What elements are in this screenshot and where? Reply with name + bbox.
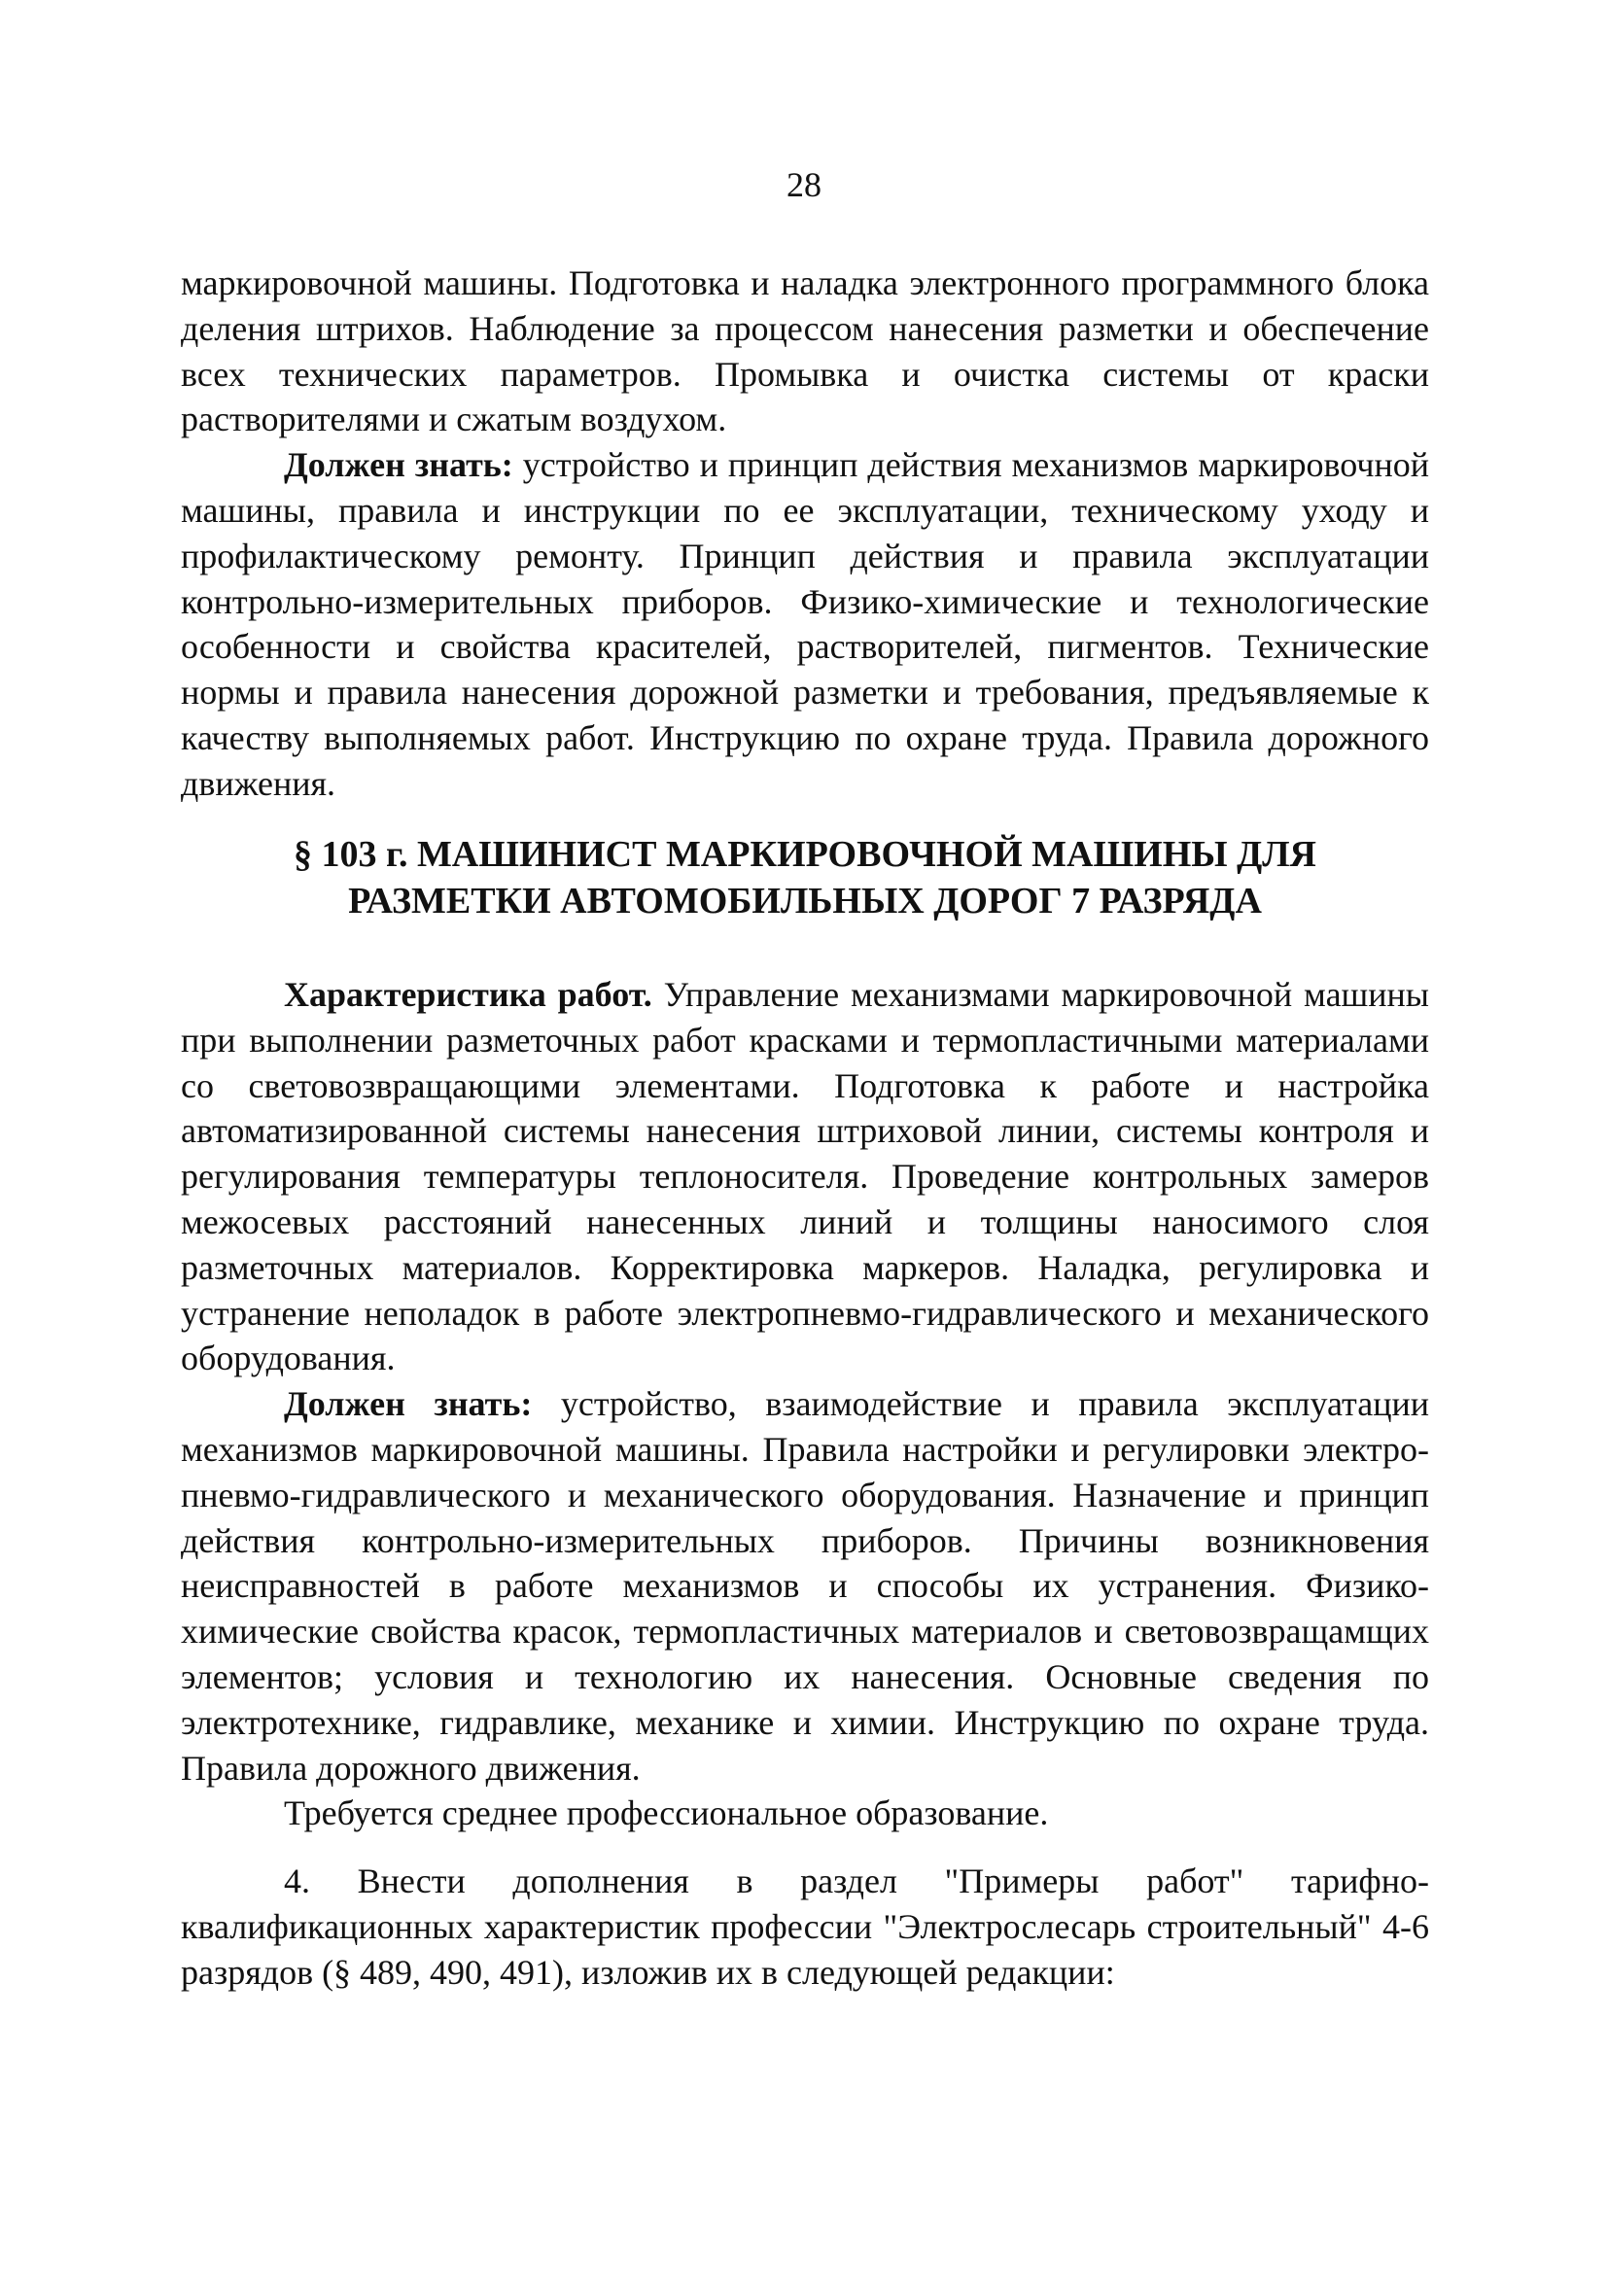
must-know-text: устройство и принцип действия механизмов маркировочной машины, правила и инструкции по ее эксплуатации, техническому уходу и профилактическому ремонту. Принцип действия и правила эксплуатации контрольно-измерительных приборов. Физико-химические и технологические особенности и свойства красителей, растворителей, пигментов. Технические нормы и правила нанесения дорожной разметки и требования, предъявляемые к качеству выполняемых работ. Инструкцию по охране труда. Правила дорожного движения.	[181, 445, 1430, 803]
intro-must-know-paragraph	[181, 442, 1429, 806]
section-heading-line-2: РАЗМЕТКИ АВТОМОБИЛЬНЫХ ДОРОГ 7 РАЗРЯДА	[348, 881, 1262, 922]
section-heading	[181, 831, 1429, 924]
intro-continuation-paragraph: маркировочной машины. Подготовка и наладка электронного программного блока деления штрихов. Наблюдение за процессом нанесения разметки и обеспечение всех технических параметров. Промывка и очистка системы от краски растворителями и сжатым воздухом.	[181, 263, 1429, 439]
intro-block	[181, 261, 1429, 807]
must-know-label: Должен знать:	[284, 445, 513, 485]
item-4-block	[181, 1859, 1429, 1995]
education-paragraph: Требуется среднее профессиональное образование.	[284, 1793, 1049, 1833]
section-heading-line-1: § 103 г. МАШИНИСТ МАРКИРОВОЧНОЙ МАШИНЫ ДЛЯ	[293, 834, 1317, 875]
section-must-know-paragraph	[181, 1381, 1429, 1791]
section-must-know-text: устройство, взаимодействие и правила эксплуатации механизмов маркировочной машины. Правила настройки и регулировки электро-пневмо-гидравлического и механического оборудования. Назначение и принцип действия контрольно-измерительных приборов. Причины возникновения неисправностей в работе механизмов и способы их устранения. Физико-химические свойства красок, термопластичных материалов и световозвращамщих элементов; условия и технологию их нанесения. Основные сведения по электротехнике, гидравлике, механике и химии. Инструкцию по охране труда. Правила дорожного движения.	[181, 1384, 1429, 1788]
characteristics-paragraph	[181, 972, 1429, 1381]
page-number: 28	[787, 165, 821, 204]
section-must-know-label: Должен знать:	[284, 1384, 533, 1424]
characteristics-label: Характеристика работ.	[284, 975, 652, 1014]
characteristics-text: Управление механизмами маркировочной машины при выполнении разметочных работ красками и термопластичными материалами со световозвращающими элементами. Подготовка к работе и настройка автоматизированной системы нанесения штриховой линии, системы контроля и регулирования температуры теплоносителя. Проведение контрольных замеров межосевых расстояний нанесенных линий и толщины наносимого слоя разметочных материалов. Корректировка маркеров. Наладка, регулировка и устранение неполадок в работе электропневмо-гидравлического и механического оборудования.	[181, 975, 1429, 1378]
section-body	[181, 972, 1429, 1836]
item-4-paragraph: 4. Внести дополнения в раздел "Примеры работ" тарифно-квалификационных характеристик профессии "Электрослесарь строительный" 4-6 разрядов (§ 489, 490, 491), изложив их в следующей редакции:	[181, 1861, 1429, 1992]
